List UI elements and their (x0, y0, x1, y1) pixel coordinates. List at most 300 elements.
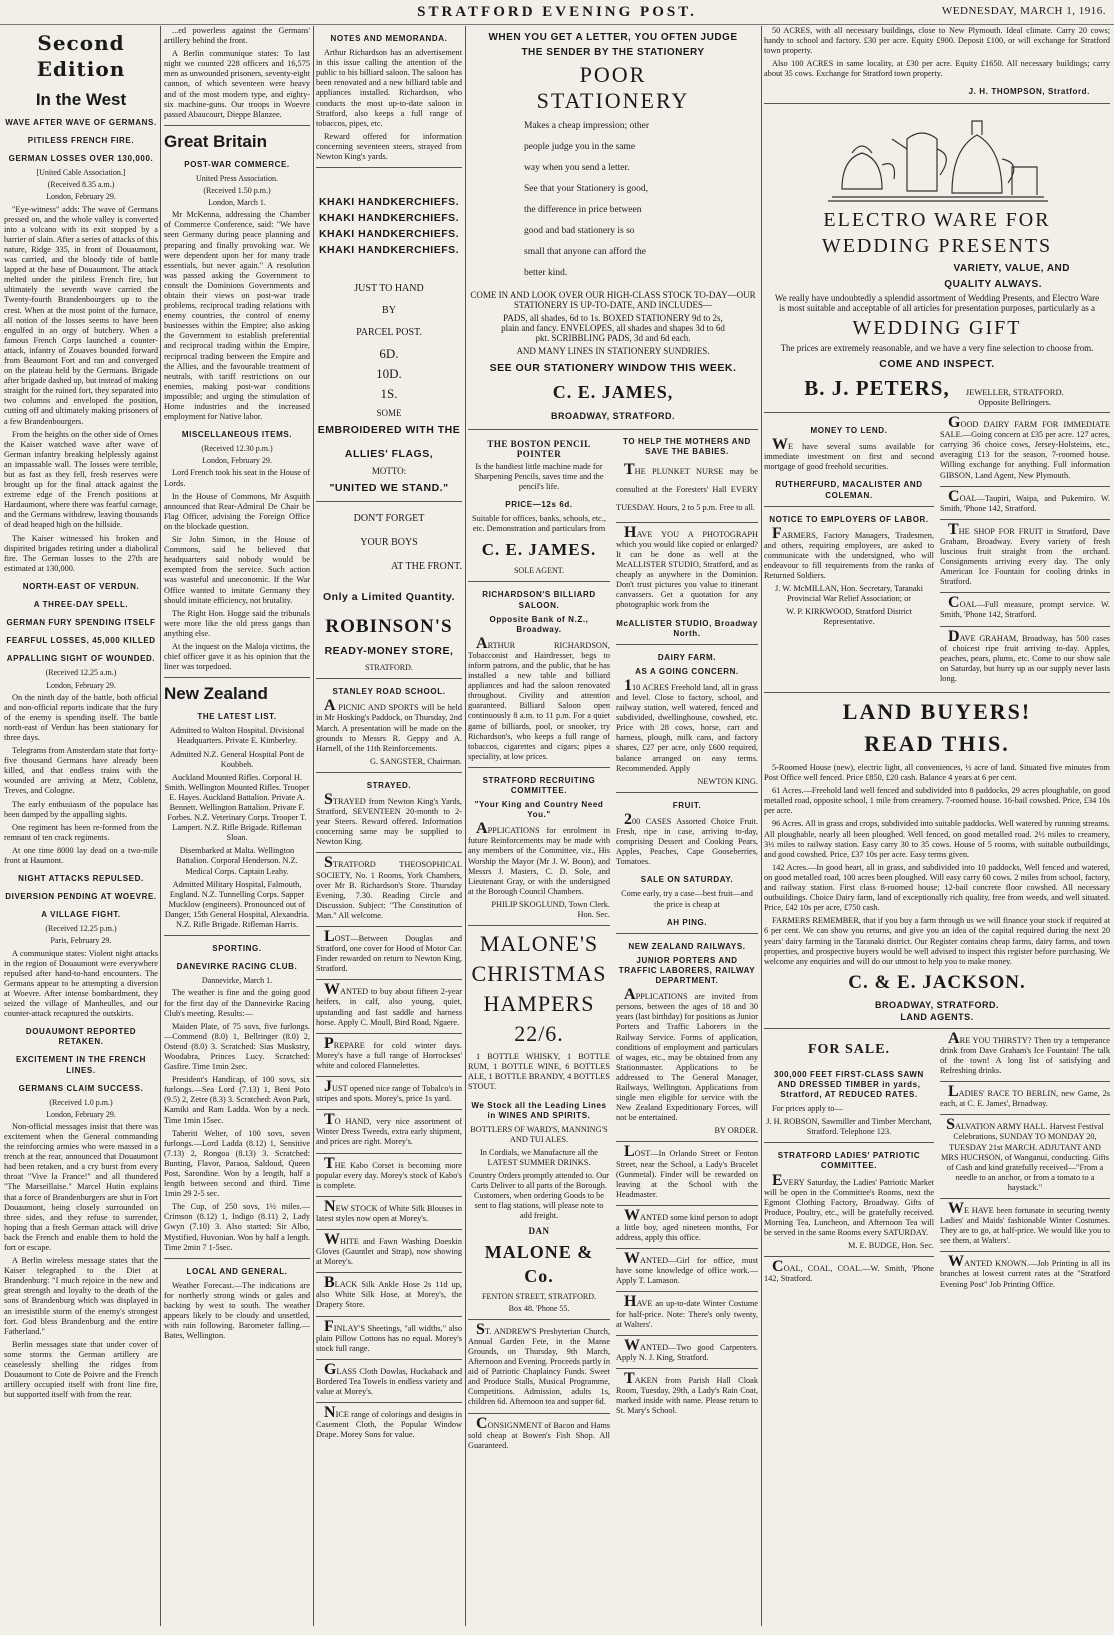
ad-line: BROADWAY, STRATFORD. (874, 999, 999, 1010)
divider (316, 1196, 462, 1197)
divider (616, 644, 758, 645)
subcolumn-left (764, 1034, 934, 1293)
ad-headline: READ THIS. (864, 731, 1010, 756)
ad-body: 61 Acres.—Freehold land well fenced and subdivided into 8 paddocks, 29 acres ploughable, on good metalled road, opposite school, 1 mile from creamery. 7-roomed house. 16-bail cowshed. Price, £34 10s per acre. (764, 786, 1110, 816)
ad-body: 5-Roomed House (new), electric light, all conveniences, ½ acre of land. Situated five minutes from Post Office well fenced. Price £850, £20 cash. Balance 4 years at 6 per cent. (764, 763, 1110, 783)
divider (940, 519, 1110, 520)
ad-line: STRATFORD. (365, 663, 413, 673)
notice: WANTED to buy about fifteen 2-year heifers, in calf, also young, quiet, upstanding and fast saddle and harness horse. Apply C. Moull, Bird Road, Ngaere. (316, 981, 462, 1027)
agency: United Press Association. (196, 173, 278, 183)
ad-headline: STRATFORD LADIES' PATRIOTIC COMMITTEE. (777, 1151, 921, 1171)
article-paragraph: Reward offered for information concerning seventeen steers, strayed from Newton King's yards. (316, 131, 462, 162)
ad-headline: STRATFORD RECRUITING COMMITTEE. (482, 775, 596, 795)
divider (316, 1109, 462, 1110)
ad-body: In Cordials, we Manufacture all the LATEST SUMMER DRINKS. (480, 1147, 598, 1167)
notice: GLASS Cloth Dowlas, Huckaback and Bordered Tea Towels in endless variety and value at Morey's. (316, 1360, 462, 1396)
ad-line: Opposite Bank of N.Z., Broadway. (489, 614, 589, 634)
divider (468, 1413, 610, 1414)
headline: POST-WAR COMMERCE. (184, 159, 290, 169)
notice: THE Kabo Corset is becoming more popular every day. Morey's stock of Kabo's is complete. (316, 1154, 462, 1190)
article-paragraph: Sir John Simon, in the House of Commons, said he believed that headquarters said nobody would be exempted from the service. Such action was wasteful and uneconomic. If the War Office wanted to imitate Germany they should imitate efficiency, not brutality. (164, 535, 310, 605)
notice: FINLAY'S Sheetings, "all widths," also plain Pillow Cottons has no equal. Morey's stock full range. (316, 1317, 462, 1353)
signature: AH PING. (666, 917, 708, 927)
notice: TO HAND, very nice assortment of Winter Dress Tweeds, extra early shipment, and prices are right. Morey's. (316, 1111, 462, 1147)
column-notes-ads (316, 26, 462, 1626)
ad-headline: FRUIT. (672, 800, 702, 810)
electroware-illustration-icon (822, 109, 1052, 205)
divider (316, 1272, 462, 1273)
notice: JUST opened nice range of Tobalco's in stripes and spots. Morey's, price 1s yard. (316, 1078, 462, 1104)
ad-body: WE have several sums available for immediate investment on first and second mortgage of good freehold securities. (764, 436, 934, 472)
divider (316, 167, 462, 168)
article-paragraph: At one time 8000 lay dead on a two-mile front at Haumont. (4, 845, 158, 865)
divider (164, 1258, 310, 1259)
signature: PHILIP SKOGLUND, Town Clerk. Hon. Sec. (491, 899, 610, 920)
notice: WHITE and Fawn Washing Doeskin Gloves (Gauntlet and Strap), now showing at Morey's. (316, 1230, 462, 1267)
ad-headline: WEDDING GIFT (852, 316, 1022, 339)
column-rule (160, 26, 161, 1626)
ad-line: the difference in price between (524, 205, 642, 215)
price: PRICE—12s 6d. (505, 500, 573, 510)
divider (764, 692, 1110, 693)
article-paragraph: Telegrams from Amsterdam state that forty-five thousand Germans have already been killed, and that endless trains with the wounded are arriving at Metz, Coblenz, Treves, and Cologne. (4, 746, 158, 796)
divider (316, 1229, 462, 1230)
divider (468, 925, 610, 926)
ad-body: GOOD DAIRY FARM FOR IMMEDIATE SALE.—Going concern at £35 per acre. 127 acres, carrying 36 choice cows, Jersey-Holsteins, etc., averaging £13 for the season, 7-roomed house. Willing exchange for anything. Full information GIBSON, Land Agent, New Plymouth. (940, 414, 1110, 480)
ad-headline: HAMPERS (483, 991, 595, 1017)
notice: BLACK Silk Ankle Hose 2s 11d up, also White Silk Hose, at Morey's, the Drapery Store. (316, 1274, 462, 1310)
divider (764, 1028, 1110, 1029)
ad-body: 200 CASES Assorted Choice Fruit. Fresh, ripe in case, arriving to-day, comprising Dessert and Cooking Pears, Apples, Peaches, Cape Gooseberries, Tomatoes. (616, 810, 758, 867)
store-name: C. & E. JACKSON. (848, 971, 1026, 993)
ad-line: LAND AGENTS. (900, 1011, 974, 1022)
ad-headline: NEW ZEALAND RAILWAYS. (628, 941, 746, 951)
ad-line: THE SENDER BY THE STATIONERY (521, 47, 705, 58)
article-paragraph: Non-official messages insist that there was excitement when the General commanding the reinforcing armies who were massed in a trench at the rear, announced that Douaumont had been retaken, and a cry burst from every throat "Vive la France!" and all thundered "The Marseillaise." Marcel Hutin explains that a force of Brandenburgers are shut in Fort Douaumont, being closely surrounded on three sides, and they refuse to surrender, hoping that a fresh German attack will drive back the French and enable them to hold the fort or escape. (4, 1121, 158, 1252)
divider (316, 1033, 462, 1034)
signature: J. W. McMILLAN, Hon. Secretary, Taranaki Provincial War Relief Association; or (774, 584, 924, 604)
ad-body: ARE YOU THIRSTY? Then try a temperance drink from Dave Graham's Ice Fountain! The talk of the town! A long list of satisfying and Refreshing drinks. (940, 1029, 1110, 1076)
ad-body: COAL—Full measure, prompt service. W. Smith, 'Phone 142, Stratford. (940, 594, 1110, 620)
ad-line: JUST TO HAND (354, 283, 424, 295)
column-property-ads (764, 26, 1110, 1626)
casualty-list: Admitted to Walton Hospital. Divisional Headquarters. Private E. Kimberley. (169, 726, 305, 746)
signature: G. SANGSTER, Chairman. (370, 756, 462, 766)
received: (Received 12.25 a.m.) (45, 668, 117, 678)
received: (Received 1.50 p.m.) (203, 186, 271, 196)
ad-body: APPLICATIONS for enrolment in future Reinforcements may be made with any members of the Committee, viz., His Worship the Mayor (Mr J. W. Boon), and Messrs J. Masters, C. D. Sole, and Lieutenant Gray, or with the undersigned at the Borough Council Chambers. (468, 820, 610, 896)
ad-line: 300,000 FEET FIRST-CLASS SAWN AND DRESSED TIMBER in yards, Stratford, AT REDUCED RATES. (774, 1069, 924, 1099)
headline: NOTES AND MEMORANDA. (330, 34, 448, 43)
headline: MISCELLANEOUS ITEMS. (181, 430, 293, 440)
casualty-list: Admitted N.Z. General Hospital Pont de Koubbeh. (169, 749, 305, 769)
ad-body: The prices are extremely reasonable, and we have a very fine selection to choose from. (780, 342, 1094, 353)
store-name: DAN (528, 1225, 550, 1236)
divider (468, 429, 758, 430)
signature: J. H. THOMPSON, Stratford. (968, 87, 1090, 97)
ad-line: ALLIES' FLAGS, (344, 448, 434, 461)
dateline: London, February 29. (46, 192, 116, 202)
divider (764, 1256, 934, 1257)
ad-headline: DAIRY FARM. (657, 652, 717, 662)
ad-headline: THE BOSTON PENCIL POINTER (487, 438, 591, 459)
divider (316, 501, 462, 502)
ad-body: COAL, COAL, COAL.—W. Smith, 'Phone 142, Stratford. (764, 1258, 934, 1284)
ad-line: JEWELLER, STRATFORD. Opposite Bellringers. (965, 386, 1064, 407)
notice: STRATFORD THEOSOPHICAL SOCIETY, No. 1 Rooms, York Chambers, over Mr B. Richardson's Store. Thursday Evening, 7.30. Reading Circle and Discussion. Subject: "The Constitution of Man." All welcome. (316, 854, 462, 920)
divider (616, 522, 758, 523)
article-paragraph: Taheriti Welter, of 100 sovs, seven furlongs.—Lord Ladda (8.12) 1, Sensitive (7.13) 2, Rongoa (8.13) 3. Scratched: Bunting, Flavor, Paraoa, Saldoud, Queen Post, Sarondine. Won by a length, half a length between second and third. Time 1min 29 2-5 sec. (164, 1128, 310, 1199)
ad-body: Also 100 ACRES in same locality, at £30 per acre. Equity £1650. All necessary buildings; carry about 35 cows. Exchange for Stratford town property. (764, 59, 1110, 79)
column-rule (465, 26, 466, 1626)
ad-headline: WEDDING PRESENTS (821, 234, 1053, 257)
ad-body: TAKEN from Parish Hall Cloak Room, Tuesday, 29th, a Lady's Rain Coat, marked inside with name. Please return to St. Mary's School. (616, 1369, 758, 1416)
section-heading: In the West (35, 90, 127, 109)
article-paragraph: In the House of Commons, Mr Asquith announced that Rear-Admiral De Chair be Flag Officer, advising the Foreign Office on the blockade question. (164, 491, 310, 531)
article-paragraph: The early enthusiasm of the populace has been damped by the appalling sights. (4, 799, 158, 819)
divider (164, 935, 310, 936)
headline: THE LATEST LIST. (197, 712, 277, 722)
article-paragraph: Mr McKenna, addressing the Chamber of Commerce Conference, said: "We have seen Germany during peace planning and preparing and finally provoking war. We were dependent upon her for many trade essentials, but never again." A resolution was passed asking the Government to consult the Dominions Governments and obtain their views on post-war trade problems, reciprocal trading relations with enemy countries, the control of enemy businesses within the Empire; also asking the Government to establish preferential and reciprocal trading within the Empire, reciprocal trading between the Empire and the Allies, and the favourable treatment of neutrals, with tariff restrictions on our enemies, making post-war conditions impossible; and urging the stimulation of Home industries and the increased employment for Native labor. (164, 210, 310, 422)
section-heading: New Zealand (164, 684, 268, 704)
divider (316, 1153, 462, 1154)
headline: NORTH-EAST OF VERDUN. (22, 581, 140, 591)
notice: NICE range of colorings and designs in Casement Cloth, the Popular Window Drape. Morey Sons for value. (316, 1404, 462, 1440)
article-paragraph: "Eye-witness" adds: The wave of Germans pressed on, and the whole valley is converted into a volcano with its exit stopped by a barrier of slain. After a series of attacks of this nature, Ridge 335, in front of Douaumont, was carried, and the bloody tide of battle lapped at the base of Douaumont. The attack melted under the pitiless French fire, but ultimately the seventh wave carried the Twenty-fourth Brandenbourgers up to the crest. When at the most point of the furnace, all notion of the losses seems to have been engulfed in an orgy of butchery. When a famous French Corps launched a counter-attack, infantry of Zouaves bounded forward from Beaumont Fort and ran and converged on the plateau held by the Germans. Brigade after brigade dashed up, but instead of making straight for the ruined fort, they separated into two columns and enveloped the position, cutting off and ultimately making prisoners of a few Brandenbourgers. (4, 204, 158, 426)
ad-headline: NOTICE TO EMPLOYERS OF LABOR. (769, 514, 929, 524)
signature: McALLISTER STUDIO, Broadway North. (616, 618, 758, 638)
article-paragraph: On the ninth day of the battle, both official and non-official reports indicate that the fury of the enemy is spending itself. The battle north-east of Verdun has been stationary for three days. (4, 692, 158, 742)
divider (616, 1141, 758, 1142)
ad-line: COME IN AND LOOK OVER OUR HIGH-CLASS STOCK TO-DAY—OUR STATIONERY IS UP-TO-DATE, AND INCLUDES— (470, 290, 756, 311)
dateline: Paris, February 29. (50, 936, 112, 946)
ad-line: QUALITY ALWAYS. (944, 278, 1042, 290)
ad-line: small that anyone can afford the (524, 247, 646, 257)
store-name: C. E. JAMES. (481, 540, 597, 560)
ad-body: COAL—Taupiri, Waipa, and Pukemiro. W. Smith, 'Phone 142, Stratford. (940, 487, 1110, 513)
section-heading: Great Britain (164, 131, 267, 151)
article-paragraph: ...ed powerless against the Germans' artillery behind the front. (164, 26, 310, 46)
headline: NIGHT ATTACKS REPULSED. (18, 874, 144, 884)
ad-line: AS A GOING CONCERN. (635, 666, 739, 676)
subcolumn-right (940, 414, 1110, 687)
headline: DIVERSION PENDING AT WOEVRE. (5, 892, 157, 902)
dateline: Dannevirke, March 1. (201, 976, 273, 986)
subcolumn-left (764, 418, 934, 687)
ad-line: SEE OUR STATIONERY WINDOW THIS WEEK. (489, 361, 737, 374)
ad-line: KHAKI HANDKERCHIEFS. (318, 212, 460, 225)
ad-headline: ELECTRO WARE FOR (823, 208, 1051, 231)
divider (764, 506, 934, 507)
ad-body: 96 Acres. All in grass and crops, subdivided into suitable paddocks. Well watered by running streams. All ploughable, nearly all been ploughed. Well fenced, on good metalled road. 2½ miles to creamery, 3½ miles to railway station. Easy carry 30 to 35 cows. House of 5 rooms, with suitable outbuildings, and good cowshed. Price, £37 10s per acre. Easy terms given. (764, 819, 1110, 859)
store-name: ROBINSON'S (325, 616, 453, 638)
headline: APPALLING SIGHT OF WOUNDED. (6, 654, 156, 664)
ad-body: 50 ACRES, with all necessary buildings, close to New Plymouth. Ideal climate. Carry 20 cows; handy to school and factory. £30 per acre. Equity £900. Deposit £100, or will exchange for Stratford town property. (764, 26, 1110, 56)
ad-line: See that your Stationery is good, (524, 184, 649, 194)
article-paragraph: The Cup, of 250 sovs, 1½ miles.—Crimson (8.12) 1, Indigo (8.11) 2, Lady Gwyn (7.10) 3. Also started: Sir Albo, Mystified, Huvonian. Won by half a length. Time 2min 7 1-5sec. (164, 1202, 310, 1252)
signature: NEWTON KING. (697, 776, 758, 786)
divider (468, 767, 610, 768)
article-paragraph: Weather Forecast.—The indications are for northerly strong winds or gales and backing by west to south. The weather appears likely to be cloudy and unsettled, with rain following. Barometer falling.—Bates, Wellington. (164, 1280, 310, 1341)
article-paragraph: President's Handicap, of 100 sovs, six furlongs.—Sea Lord (7.13) 1, Beni Poto (9.5) 2, Zetre (8.3) 3. Scratched: Avon Park, Kamiki and Ram Ladda. Won by a neck. Time 1min 15sec. (164, 1075, 310, 1125)
divider (316, 852, 462, 853)
divider (316, 979, 462, 980)
received: (Received 1.0 p.m.) (49, 1097, 113, 1107)
divider (164, 125, 310, 126)
column-advertisements (468, 26, 758, 1626)
article-paragraph: The weather is fine and the going good for the first day of the Dannevirke Racing Club's meeting. Results:— (164, 988, 310, 1018)
ad-line: AND MANY LINES IN STATIONERY SUNDRIES. (516, 346, 710, 357)
divider (316, 1359, 462, 1360)
article-paragraph: Lord French took his seat in the House of Lords. (164, 468, 310, 488)
notice: A PICNIC AND SPORTS will be held in Mr Hosking's Paddock, on Thursday, 2nd March. A presentation will be made on the grounds to Messrs R. Geppy and A. Harnell, of the 11th Reinforcements. (316, 697, 462, 753)
subcolumn-right (940, 1029, 1110, 1293)
store-name: MALONE & Co. (484, 1241, 594, 1286)
divider (616, 1291, 758, 1292)
ad-body: We really have undoubtedly a splendid assortment of Wedding Presents, and Electro Ware is most suitable and acceptable of all articles for presentation purposes, particularly as a (774, 292, 1100, 313)
divider (616, 1368, 758, 1369)
headline: EXCITEMENT IN THE FRENCH LINES. (16, 1055, 146, 1075)
divider (616, 1335, 758, 1336)
headline: GERMAN LOSSES OVER 130,000. (8, 154, 154, 164)
divider (616, 792, 758, 793)
divider (316, 678, 462, 679)
ad-body: LOST—In Orlando Street or Fenton Street, near the School, a Lady's Bracelet (Gunmetal). Finder will be rewarded on leaving at the School with the Headmaster. (616, 1143, 758, 1199)
ad-body: THE PLUNKET NURSE may be consulted at the Foresters' Hall EVERY TUESDAY. Hours, 2 to 5 p.m. Free to all. (616, 460, 758, 512)
ad-line: Only a Limited Quantity. (323, 591, 455, 604)
dateline: London, February 29. (46, 1109, 116, 1119)
ad-line: SALE ON SATURDAY. (640, 875, 734, 885)
ad-line: AT THE FRONT. (391, 561, 462, 573)
ad-headline: CHRISTMAS (471, 961, 607, 987)
subcolumn-left (468, 435, 610, 1454)
ad-body: LADIES' RACE TO BERLIN, new Game, 2s each, at C. E. James', Broadway. (940, 1083, 1110, 1109)
signature: BY ORDER. (714, 1126, 758, 1136)
ad-body: BOTTLERS OF WARD'S, MANNING'S AND TUI ALES. (470, 1124, 608, 1144)
ad-body: WANTED KNOWN.—Job Printing in all its branches at lowest current rates at the "Stratford Evening Post" Job Printing Office. (940, 1253, 1110, 1289)
ad-body: WANTED some kind person to adopt a little boy, aged nineteen months, For address, apply this office. (616, 1206, 758, 1243)
ad-body: WANTED—Two good Carpenters. Apply N. J. King, Stratford. (616, 1336, 758, 1362)
article-paragraph: A communique states: Violent night attacks in the region of Douaumont were everywhere repulsed after hand-to-hand encounters. The Germans appear to be attempting a diversion at Woevre. After intense bombardment, they seized the village of Manheulles, and our counter-attack recaptured the outskirts. (4, 948, 158, 1019)
divider (940, 592, 1110, 593)
ad-line: EMBROIDERED WITH THE (317, 424, 461, 437)
ad-body: DAVE GRAHAM, Broadway, has 500 cases of choicest ripe fruit arriving to-day. Apples, peaches, pears, plums, etc. Come to our show sale on Saturday, but hurry up as our supply never lasts long. (940, 627, 1110, 683)
ad-line: SOME (376, 408, 402, 419)
ad-line: DON'T FORGET (353, 513, 425, 525)
ad-line: KHAKI HANDKERCHIEFS. (318, 228, 460, 241)
headline: PITILESS FRENCH FIRE. (27, 136, 135, 146)
ad-body: 1 BOTTLE WHISKY, 1 BOTTLE RUM, 1 BOTTLE WINE, 6 BOTTLES ALE, 1 BOTTLE BRANDY, 4 BOTTLES STOUT. (468, 1052, 610, 1092)
ad-line: READY-MONEY STORE, (324, 645, 454, 658)
headline: GERMAN FURY SPENDING ITSELF (6, 618, 156, 628)
column-war-news-west (4, 26, 158, 1626)
ad-body: FARMERS, Factory Managers, Tradesmen, and others, requiring employees, are asked to communicate with the undersigned, who will endeavour to fill requirements from the ranks of Returned Soldiers. (764, 524, 934, 581)
received: (Received 12.25 p.m.) (45, 924, 117, 934)
headline: DOUAUMONT REPORTED RETAKEN. (25, 1027, 137, 1047)
ad-line: KHAKI HANDKERCHIEFS. (318, 244, 460, 257)
ad-body: WANTED—Girl for office, must have some knowledge of office work.—Apply T. Lamason. (616, 1250, 758, 1286)
divider (940, 486, 1110, 487)
divider (764, 103, 1110, 104)
ad-line: FENTON STREET, STRATFORD. (482, 1291, 596, 1301)
headline: WAVE AFTER WAVE OF GERMANS. (5, 118, 157, 127)
divider (164, 677, 310, 678)
divider (940, 1198, 1110, 1199)
article-paragraph: Arthur Richardson has an advertisement in this issue calling the attention of the public to his billiard saloon. The saloon has been renovated and a new billiard table and appliances installed. Richardson, who conducts the most up-to-date saloon in Stratford, also keeps a full range of tobaccos, pipes, etc. (316, 48, 462, 128)
column-rule (761, 26, 762, 1626)
ad-line: people judge you in the same (524, 142, 636, 152)
ad-line: good and bad stationery is so (524, 226, 635, 236)
ad-line: YOUR BOYS (360, 537, 418, 549)
notice: STRAYED from Newton King's Yards, Stratford, SEVENTEEN 20-month to 2-year Steers. Reward offered. Information concerning same may be supplied to Newton King. (316, 790, 462, 847)
ad-headline: STATIONERY (536, 88, 690, 113)
article-paragraph: Berlin messages state that under cover of some storms the German artillery are ceaselessly shelling the ridges from Douaumont to Cote de Poivre and the French artillery occupied itself with front line fire, but supported itself with from the rear. (4, 1339, 158, 1400)
dateline: London, February 29. (202, 456, 272, 466)
column-britain-nz (164, 26, 310, 1626)
divider (764, 412, 1110, 413)
ad-body: Suitable for offices, banks, schools, etc., etc. Demonstration and particulars from (472, 514, 606, 534)
issue-date: WEDNESDAY, MARCH 1, 1916. (941, 5, 1106, 17)
divider (316, 1402, 462, 1403)
ad-line: BY (382, 305, 396, 317)
khaki-ad (316, 194, 462, 673)
ad-headline: MONEY TO LEND. (810, 426, 888, 436)
dateline: London, February 29. (46, 680, 116, 690)
casualty-list: Disembarked at Malta. Wellington Battalion. Corporal Henderson. N.Z. Medical Corps. Captain Leahy. (176, 846, 298, 876)
ad-headline: MALONE'S (479, 931, 599, 957)
article-paragraph: Maiden Plate, of 75 sovs, five furlongs.—Commend (8.0) 1, Bellringer (8.0) 2, Ostend (8.0) 3. Scratched: Sias Muskstry, Woodabra, Princes Lucy. Scratched: Gasfire. Time 1min 2sec. (164, 1021, 310, 1072)
article-paragraph: From the heights on the other side of Ornes the Kaiser watched wave after wave of German infantry breaking helplessly against an impassable wall. The losses were terrible, but as fast as they fell, fresh reserves were brought up for the final attack against the extreme edge of the French positions at Hardaumont, where there was fearful carnage, and the Germans withdrew, leaving thousands of dead heaped high on the hillside. (4, 429, 158, 530)
signature: W. P. KIRKWOOD, Stratford District Representative. (786, 607, 912, 627)
divider (616, 1248, 758, 1249)
ad-line: MOTTO: (371, 466, 407, 477)
ad-line: We Stock all the Leading Lines in WINES AND SPIRITS. (471, 1100, 607, 1120)
ad-headline: TO HELP THE MOTHERS AND SAVE THE BABIES. (623, 436, 751, 456)
received: (Received 8.35 a.m.) (47, 180, 115, 190)
ad-body: Country Orders promptly attended to. Our Carts Deliver to all parts of the Borough. Customers, when ordering Goods to be sent to flag stations, will please note to add freight. (468, 1171, 610, 1221)
divider (316, 926, 462, 927)
signature: M. E. BUDGE, Hon. Sec. (848, 1241, 934, 1251)
divider (316, 1316, 462, 1317)
store-signature (764, 372, 1110, 407)
ad-body: WE HAVE been fortunate in securing twenty Ladies' and Maids' fashionable Winter Costumes. They are to go, at half-price. We would like you to see them, at Walters'. (940, 1200, 1110, 1246)
ad-body: ST. ANDREW'S Presbyterian Church, Annual Garden Fete, in the Manse Grounds, on Thursday, 9th March, Afternoon and Evening. Proceeds partly in aid of Patriotic Chaplaincy Funds. Sweet and Produce Stalls, Musical Programme, Competitions. Admission, adults 1s, children 6d. Afternoon tea and supper 6d. (468, 1320, 610, 1407)
ad-body: Is the handiest little machine made for Sharpening Pencils, saves time and the pencil's life. (474, 461, 604, 491)
price: 1S. (380, 386, 398, 402)
divider (764, 1142, 934, 1143)
received: (Received 12.30 p.m.) (201, 444, 273, 454)
store-name: B. J. PETERS, (804, 375, 950, 400)
ad-line: JUNIOR PORTERS AND TRAFFIC LABORERS, RAILWAY DEPARTMENT. (618, 955, 756, 986)
ad-line: COME AND INSPECT. (879, 357, 995, 370)
ad-body: THE SHOP FOR FRUIT in Stratford, Dave Graham, Broadway. Every variety of fresh luscious fruit straight from the orchard. Consignments arriving every day. The only American Ice Fountain for cooling drinks in Stratford. (940, 520, 1110, 587)
divider (468, 581, 610, 582)
article-paragraph: At the inquest on the Maloja victims, the chief officer gave it as his opinion that the liner was torpedoed. (164, 641, 310, 672)
article-paragraph: The Kaiser witnessed his broken and dispirited brigades retiring under a diabolical fire. The German losses to the 27th are estimated at 130,000. (4, 533, 158, 573)
ad-headline: LAND BUYERS! (842, 699, 1032, 724)
notice: LOST—Between Douglas and Stratford, one cover for Hood of Motor Car. Finder rewarded on return to Newton King, Stratford. (316, 928, 462, 974)
edition-label: Second Edition (36, 31, 126, 81)
subcolumn-right (616, 435, 758, 1454)
headline: A THREE-DAY SPELL. (33, 600, 129, 610)
ad-line: Makes a cheap impression; other (524, 121, 650, 131)
divider (616, 1205, 758, 1206)
signature: J. H. ROBSON, Sawmiller and Timber Merchant, Stratford. Telephone 123. (766, 1117, 932, 1137)
headline: A VILLAGE FIGHT. (41, 910, 121, 920)
casualty-list: Auckland Mounted Rifles. Corporal H. Smith. Wellington Mounted Rifles. Trooper E. Hayes. Auckland Battalion. Private A. Bennett. Wellington Battalion. Private F. Forbes. N.Z. Veterinary Corps. Trooper T. Lampert. N.Z. Rifle Brigade. Rifleman Sloan. (164, 772, 310, 843)
headline: LOCAL AND GENERAL. (186, 1266, 288, 1276)
divider (940, 626, 1110, 627)
ad-line: SOLE AGENT. (513, 566, 565, 576)
divider (940, 1114, 1110, 1115)
ad-headline: FOR SALE. (807, 1041, 891, 1057)
ad-body: Come early, try a case—best fruit—and the price is cheap at (621, 889, 753, 909)
ad-line: "Your King and Country Need You." (474, 800, 604, 820)
ad-line: better kind. (524, 268, 568, 278)
ad-line: PADS, all shades, 6d to 1s. BOXED STATIONERY 9d to 2s, plain and fancy. ENVELOPES, all shades and shapes 3d to 6d pkt. SCRIBBLING PADS, 3d and 6d each. (501, 313, 725, 344)
headline: STANLEY ROAD SCHOOL. (332, 687, 446, 697)
ad-line: Box 48. 'Phone 55. (508, 1303, 570, 1313)
article-paragraph: A Berlin wireless message states that the Kaiser telegraphed to the Diet at Brandenburg: "I much rejoice in the new and great strength and loyalty to the death of the sons of Brandenburg which was displayed in an irresistible storm of the enemy's strongest fort. God bless Brandenburg and the entire Fatherland." (4, 1256, 158, 1336)
ad-body: ARTHUR RICHARDSON, Tobacconist and Hairdresser, begs to inform patrons, and the public, that he has installed a new table and billiard appliances and had the saloon renovated throughout. Civility and attention guaranteed. Billiard Saloon open continuously 8 a.m. to 11 p.m. For a quiet game of billiards, pool, or snooker, try Richardson's, who keeps a full range of tobaccos, cigarettes and cigars; pipes a speciality, at low prices. (468, 634, 610, 761)
store-name: C. E. JAMES, (552, 381, 674, 402)
notice: NEW STOCK of White Silk Blouses in latest styles now open at Morey's. (316, 1197, 462, 1223)
stationery-copy (468, 116, 758, 284)
divider (940, 1081, 1110, 1082)
ad-body: HAVE YOU A PHOTOGRAPH which you would like copied or enlarged? It can be done as well at the McALLISTER STUDIO, Stratford, and as cheaply as anywhere in the Dominion. Don't trust pictures you value to itinerant canvassers. Get a quotation for any photographic work from the (616, 523, 758, 610)
price: 22/6. (514, 1021, 564, 1047)
newspaper-title: STRATFORD EVENING POST. (417, 4, 697, 20)
headline: GERMANS CLAIM SUCCESS. (18, 1083, 144, 1093)
headline: STRAYED. (366, 780, 412, 790)
ad-line: KHAKI HANDKERCHIEFS. (318, 196, 460, 209)
ad-body: APPLICATIONS are invited from persons, between the ages of 18 and 30 years (last birthday) for positions as Junior Porters and Traffic Laborers in the Railway Service. Forms of application, conditions of employment and particulars of wages, etc., may be obtained from any Stationmaster. Applications to be addressed to The General Manager, Railways, Wellington. Applications from single men eligible for service with the New Zealand Expeditionary Forces, will not be entertained. (616, 986, 758, 1123)
ad-line: BROADWAY, STRATFORD. (550, 410, 675, 421)
ad-body: EVERY Saturday, the Ladies' Patriotic Market will be open in the Committee's Rooms, next the Egmont Clothing Factory, Broadway. Gifts of Produce, Poultry, etc., will be gratefully received. Morning Tea, Luncheon, and Afternoon Tea will be served in the same Rooms every SATURDAY. (764, 1171, 934, 1237)
price: 6D. (379, 346, 399, 362)
ad-body: For prices apply to— (772, 1104, 843, 1114)
divider (616, 933, 758, 934)
ad-line: way when you send a letter. (524, 163, 630, 173)
headline: SPORTING. (212, 944, 262, 954)
agency: [United Cable Association.] (36, 168, 126, 178)
ad-body: 110 ACRES Freehold land, all in grass and level. Close to factory, school, and railway station, well watered, fenced and subdivided, dwellinghouse, cowshed, etc. Price with 28 cows, horse, cart and harness, plough, milk cans, and factory shares, £27 per acre, only £600 required, balance arranged on easy terms. Recommended. Apply (616, 676, 758, 773)
divider (316, 1076, 462, 1077)
signature: RUTHERFURD, MACALISTER AND COLEMAN. (775, 480, 923, 500)
divider (940, 1251, 1110, 1252)
divider (468, 1319, 610, 1320)
ad-body: FARMERS REMEMBER, that if you buy a farm through us we will finance your stock if required at 6 per cent. We can show you returns, and give you an idea of the capital required during the next 20 years' dairy farming in the Taranaki district. Our Register contains cheap farms, dairy farms, and town properties, and prospective buyers would be well advised to inspect this register before purchasing. We welcome any enquiries and will do our utmost to help you to make money. (764, 916, 1110, 966)
article-paragraph: One regiment has been re-formed from the remnant of ten crack regiments. (4, 822, 158, 842)
notice: PREPARE for cold winter days. Morey's have a full range of Horrockses' white and colored Flannelettes. (316, 1034, 462, 1070)
ad-headline: POOR (579, 62, 647, 87)
column-rule (313, 26, 314, 1626)
casualty-list: Admitted Military Hospital, Falmouth, England. N.Z. Tunnelling Corps. Sapper Mucklow (engineers). Pronounced out of Danger, 15th General Hospital, Alexandria. N.Z. Rifle Brigade. Rifleman Harris. (164, 879, 310, 930)
divider (316, 772, 462, 773)
headline: FEARFUL LOSSES, 45,000 KILLED (6, 636, 156, 646)
masthead (0, 0, 1114, 25)
headline: DANEVIRKE RACING CLUB. (176, 962, 298, 972)
article-paragraph: A Berlin communique states: To last night we counted 228 officers and 16,575 men as unwounded prisoners, seventy-eight cannon, of which seventeen were heavy and of the most modern type, and eighty-six machine-guns. Our troops in Woevre passed Abaucourt, Dieppe Blanzee. (164, 49, 310, 119)
ad-headline: RICHARDSON'S BILLIARD SALOON. (482, 590, 596, 610)
price: 10D. (376, 366, 402, 382)
ad-body: HAVE an up-to-date Winter Costume for half-price. Note: There's only twenty, at Walters'. (616, 1293, 758, 1329)
ad-line: PARCEL POST. (356, 327, 422, 339)
ad-body: SALVATION ARMY HALL. Harvest Festival Celebrations, SUNDAY TO MONDAY 20, TUESDAY 21st MARCH. ADJUTANT AND MRS HUCHSON, of Wanganui, conducting. Gifts of Cash and kind gratefully received—"From a needle to an anchor, or from a tomato to a haystack." (941, 1116, 1109, 1192)
ad-body: CONSIGNMENT of Bacon and Hams sold cheap at Bowen's Fish Shop. All Guaranteed. (468, 1414, 611, 1450)
ad-line: WHEN YOU GET A LETTER, YOU OFTEN JUDGE (488, 32, 738, 43)
dateline: London, March 1. (208, 198, 266, 208)
